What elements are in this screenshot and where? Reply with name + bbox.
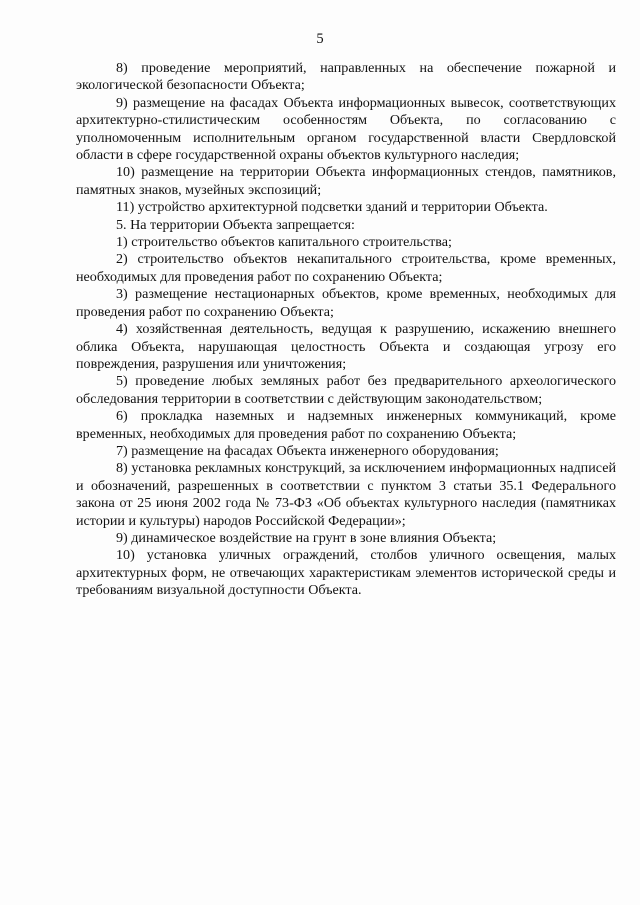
paragraph: 8) проведение мероприятий, направленных на обеспечение пожарной и экологической безопасности Объекта; <box>76 60 616 94</box>
page-number: 5 <box>316 31 324 47</box>
paragraph: 4) хозяйственная деятельность, ведущая к разрушению, искажению внешнего облика Объекта, нарушающая целостность Объекта и создающая угрозу его повреждения, разрушения или уничтожения; <box>76 321 616 372</box>
paragraph: 5) проведение любых земляных работ без предварительного археологического обследования территории в соответствии с действующим законодательством; <box>76 373 616 407</box>
paragraph: 10) размещение на территории Объекта информационных стендов, памятников, памятных знаков, музейных экспозиций; <box>76 164 616 198</box>
paragraph: 11) устройство архитектурной подсветки зданий и территории Объекта. <box>116 199 548 216</box>
paragraph: 6) прокладка наземных и надземных инженерных коммуникаций, кроме временных, необходимых для проведения работ по сохранению Объекта; <box>76 408 616 442</box>
paragraph: 1) строительство объектов капитального строительства; <box>116 234 452 251</box>
paragraph: 2) строительство объектов некапитального строительства, кроме временных, необходимых для проведения работ по сохранению Объекта; <box>76 251 616 285</box>
section-heading: 5. На территории Объекта запрещается: <box>116 216 355 233</box>
paragraph: 9) размещение на фасадах Объекта информационных вывесок, соответствующих архитектурно-стилистическим особенностям Объекта, по согласованию с уполномоченным исполнительным органом государственной власти Свердловской области в сфере государственной охраны объектов культурного наследия; <box>76 94 616 164</box>
paragraph: 10) установка уличных ограждений, столбов уличного освещения, малых архитектурных форм, не отвечающих характеристикам элементов исторической среды и требованиям визуальной доступности Объекта. <box>76 547 616 599</box>
paragraph: 3) размещение нестационарных объектов, кроме временных, необходимых для проведения работ по сохранению Объекта; <box>76 286 616 320</box>
paragraph: 8) установка рекламных конструкций, за исключением информационных надписей и обозначений, разрешенных в соответствии с пунктом 3 статьи 35.1 Федерального закона от 25 июня 2002 года № 73-ФЗ «Об объектах культурного наследия (памятниках истории и культуры) народов Российской Федерации»; <box>76 460 616 529</box>
paragraph: 9) динамическое воздействие на грунт в зоне влияния Объекта; <box>116 529 497 546</box>
document-body <box>76 60 616 600</box>
paragraph: 7) размещение на фасадах Объекта инженерного оборудования; <box>116 442 499 459</box>
